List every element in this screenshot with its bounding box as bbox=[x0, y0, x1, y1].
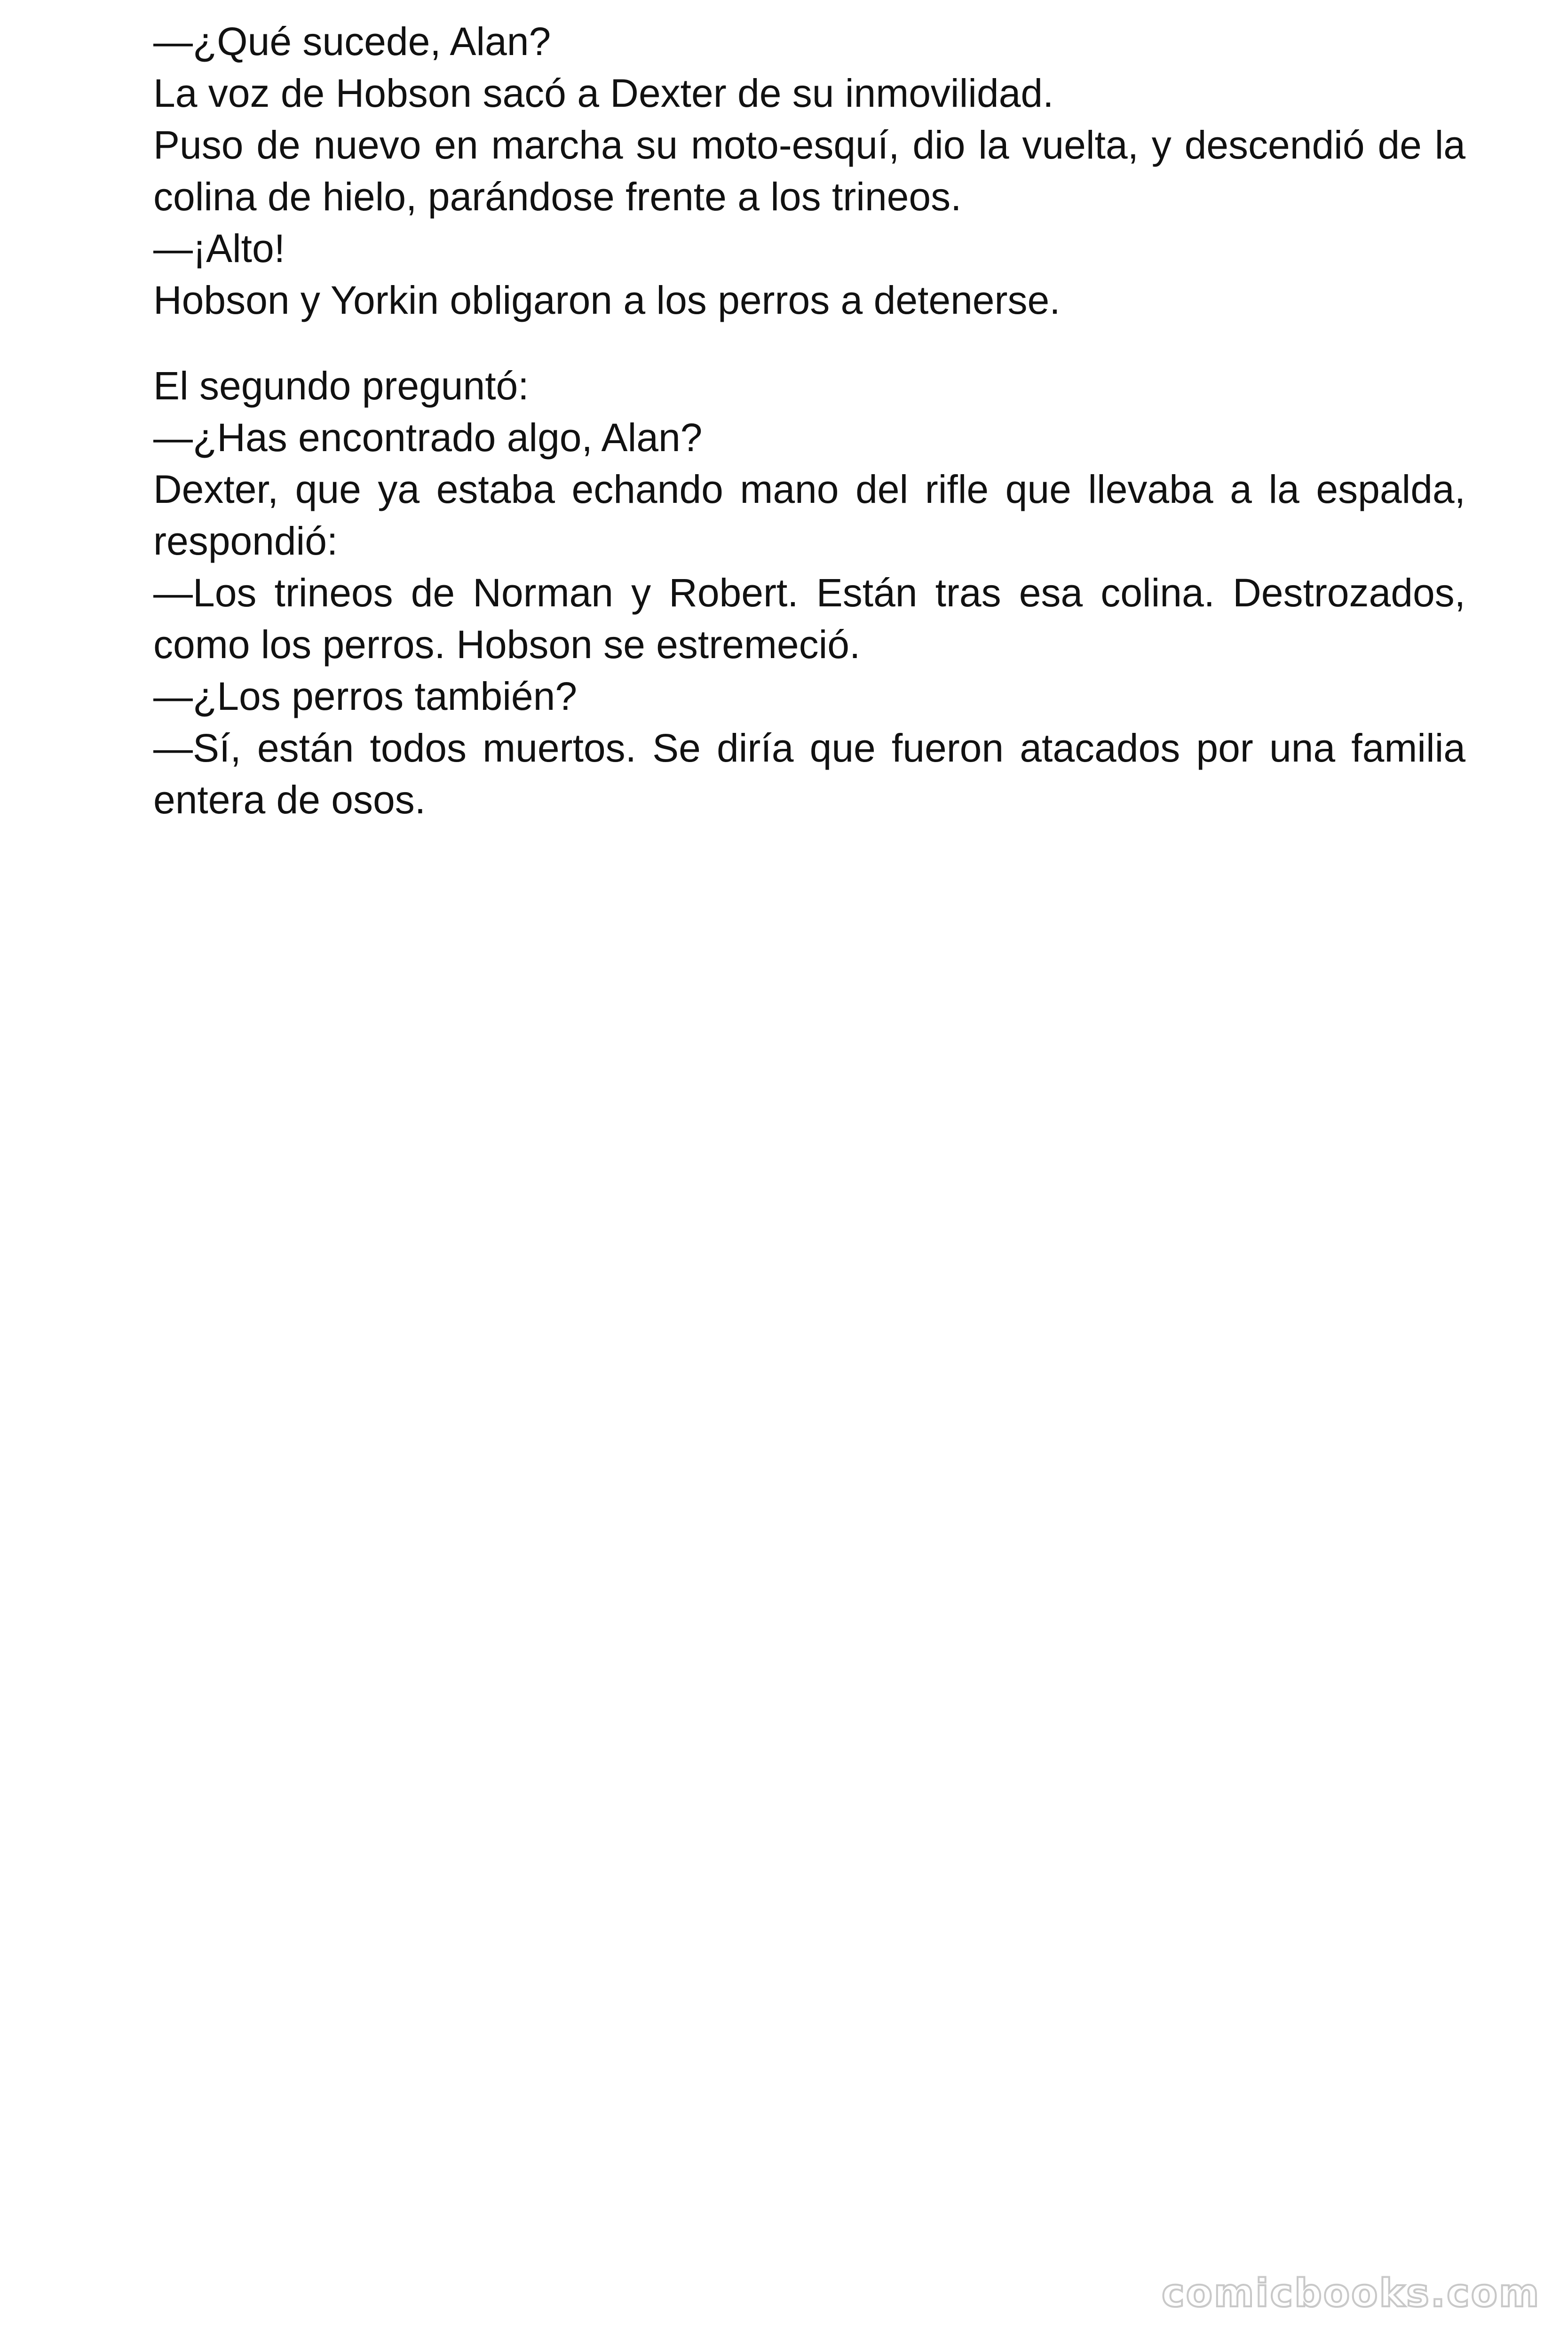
body-text bbox=[153, 16, 1465, 826]
paragraph: Dexter, que ya estaba echando mano del rifle que llevaba a la espalda, respondió: bbox=[153, 467, 1465, 563]
paragraph-gap bbox=[153, 326, 1465, 360]
paragraph: —¿Has encontrado algo, Alan? bbox=[153, 415, 703, 460]
paragraph: Hobson y Yorkin obligaron a los perros a detenerse. bbox=[153, 278, 1061, 322]
paragraph: —¿Los perros también? bbox=[153, 674, 578, 718]
watermark-logo: comicbooks.com bbox=[1162, 2271, 1541, 2316]
paragraph: El segundo preguntó: bbox=[153, 364, 529, 408]
paragraph: —¡Alto! bbox=[153, 226, 285, 270]
paragraph: —Sí, están todos muertos. Se diría que fueron atacados por una familia entera de osos. bbox=[153, 726, 1465, 822]
paragraph: —¿Qué sucede, Alan? bbox=[153, 19, 551, 64]
paragraph: —Los trineos de Norman y Robert. Están tras esa colina. Destrozados, como los perros. Hobson se estremeció. bbox=[153, 571, 1465, 667]
paragraph: La voz de Hobson sacó a Dexter de su inmovilidad. bbox=[153, 71, 1054, 115]
paragraph: Puso de nuevo en marcha su moto-esquí, dio la vuelta, y descendió de la colina de hielo, parándose frente a los trineos. bbox=[153, 123, 1465, 219]
